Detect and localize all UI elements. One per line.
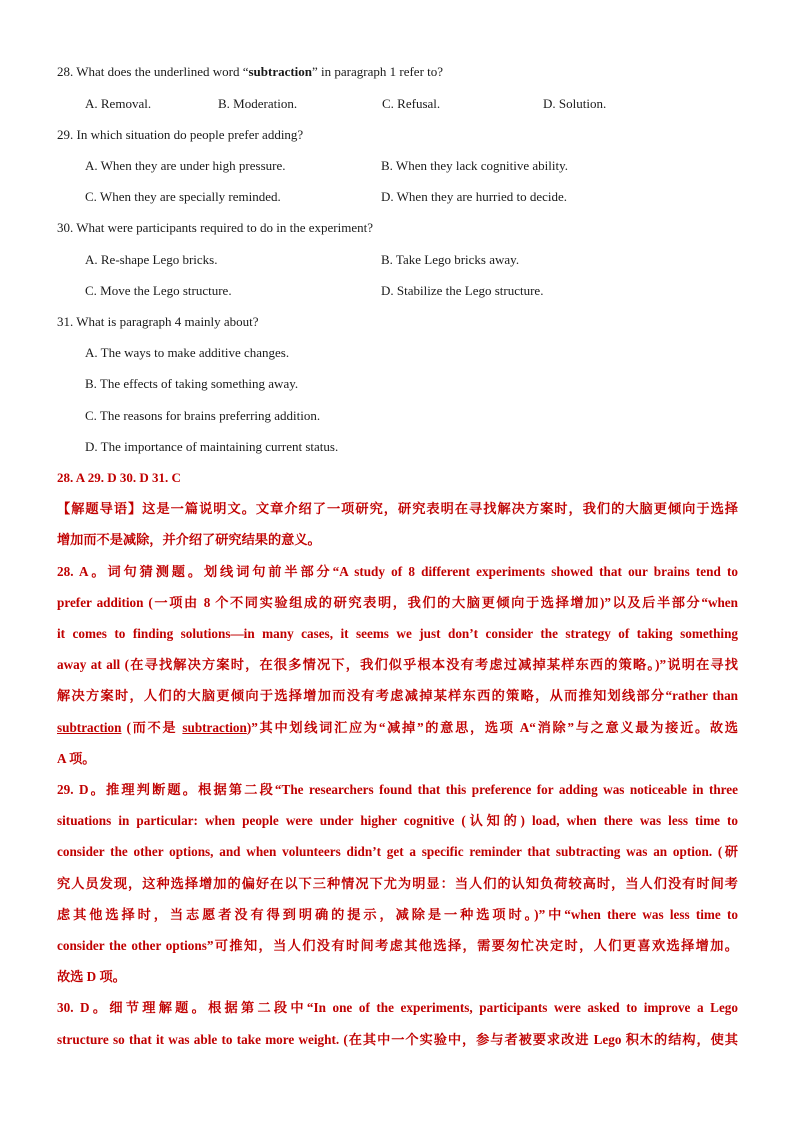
q29-option-a: A. When they are under high pressure. bbox=[85, 158, 286, 173]
explanation-q28-line: prefer addition (一项由 8 个不同实验组成的研究表明，我们的大脑更倾向于选择增加)”以及后半部分“when bbox=[57, 595, 738, 610]
explanation-q29-line: situations in particular: when people were under higher cognitive (认知的) load, when there was less time to bbox=[57, 813, 738, 828]
explanation-q29-line: 故选 D 项。 bbox=[57, 969, 126, 984]
explanation-q28-line: away at all (在寻找解决方案时，在很多情况下，我们似乎根本没有考虑过减掉某样东西的策略。)”说明在寻找 bbox=[57, 657, 738, 672]
q31-option-d: D. The importance of maintaining current status. bbox=[85, 439, 339, 454]
explanation-q28-line: it comes to finding solutions—in many cases, it seems we just don’t consider the strategy of taking something bbox=[57, 626, 738, 641]
explanation-q29-line: 究人员发现，这种选择增加的偏好在以下三种情况下尤为明显：当人们的认知负荷较高时，当人们没有时间考 bbox=[57, 876, 738, 891]
underlined-word: subtraction bbox=[182, 720, 247, 735]
q30-option-b: B. Take Lego bricks away. bbox=[381, 252, 520, 267]
underlined-word: subtraction bbox=[57, 720, 122, 735]
q28-option-c: C. Refusal. bbox=[382, 96, 441, 111]
q29-option-c: C. When they are specially reminded. bbox=[85, 189, 281, 204]
q30-option-c: C. Move the Lego structure. bbox=[85, 283, 232, 298]
q31-option-b: B. The effects of taking something away. bbox=[85, 376, 299, 391]
q31-option-a: A. The ways to make additive changes. bbox=[85, 345, 290, 360]
question-28-stem: 28. What does the underlined word “subtraction” in paragraph 1 refer to? bbox=[57, 64, 444, 79]
explanation-q29-line: consider the other options, and when volunteers didn’t get a specific reminder that subtracting was an option. (研 bbox=[57, 844, 738, 859]
q29-option-b: B. When they lack cognitive ability. bbox=[381, 158, 569, 173]
explanation-q28-line: 28. A。词句猜测题。划线词句前半部分“A study of 8 different experiments showed that our brains tend to bbox=[57, 564, 738, 579]
q28-option-a: A. Removal. bbox=[85, 96, 152, 111]
q30-option-a: A. Re-shape Lego bricks. bbox=[85, 252, 218, 267]
explanation-q30-line: 30. D。细节理解题。根据第二段中“In one of the experiments, participants were asked to improve a Lego bbox=[57, 1000, 738, 1015]
explanation-q30-line: structure so that it was able to take more weight. (在其中一个实验中，参与者被要求改进 Lego 积木的结构，使其 bbox=[57, 1032, 738, 1047]
answer-key: 28. A 29. D 30. D 31. C bbox=[57, 470, 181, 485]
explanation-q28-line: 解决方案时，人们的大脑更倾向于选择增加而没有考虑减掉某样东西的策略，从而推知划线部分“rather than bbox=[57, 688, 738, 703]
q29-option-d: D. When they are hurried to decide. bbox=[381, 189, 568, 204]
explanation-q28-line: A 项。 bbox=[57, 751, 96, 766]
explanation-q29-line: 虑其他选择时，当志愿者没有得到明确的提示，减除是一种选项时。)”中“when there was less time to bbox=[57, 907, 738, 922]
explanation-q29-line: 29. D。推理判断题。根据第二段“The researchers found that this preference for adding was noticeable in three bbox=[57, 782, 738, 797]
question-31-stem: 31. What is paragraph 4 mainly about? bbox=[57, 314, 259, 329]
explanation-guide-line: 【解题导语】这是一篇说明文。文章介绍了一项研究，研究表明在寻找解决方案时，我们的大脑更倾向于选择 bbox=[57, 501, 738, 516]
question-30-stem: 30. What were participants required to do in the experiment? bbox=[57, 220, 373, 235]
explanation-guide-line: 增加而不是减除，并介绍了研究结果的意义。 bbox=[57, 532, 321, 547]
q30-option-d: D. Stabilize the Lego structure. bbox=[381, 283, 544, 298]
explanation-q29-line: consider the other options”可推知，当人们没有时间考虑其他选择，需要匆忙决定时，人们更喜欢选择增加。 bbox=[57, 938, 738, 953]
explanation-q28-line: subtraction (而不是 subtraction)”其中划线词汇应为“减掉”的意思，选项 A“消除”与之意义最为接近。故选 bbox=[57, 720, 738, 735]
question-29-stem: 29. In which situation do people prefer adding? bbox=[57, 127, 304, 142]
q31-option-c: C. The reasons for brains preferring addition. bbox=[85, 408, 321, 423]
q28-option-d: D. Solution. bbox=[543, 96, 607, 111]
q28-option-b: B. Moderation. bbox=[218, 96, 298, 111]
